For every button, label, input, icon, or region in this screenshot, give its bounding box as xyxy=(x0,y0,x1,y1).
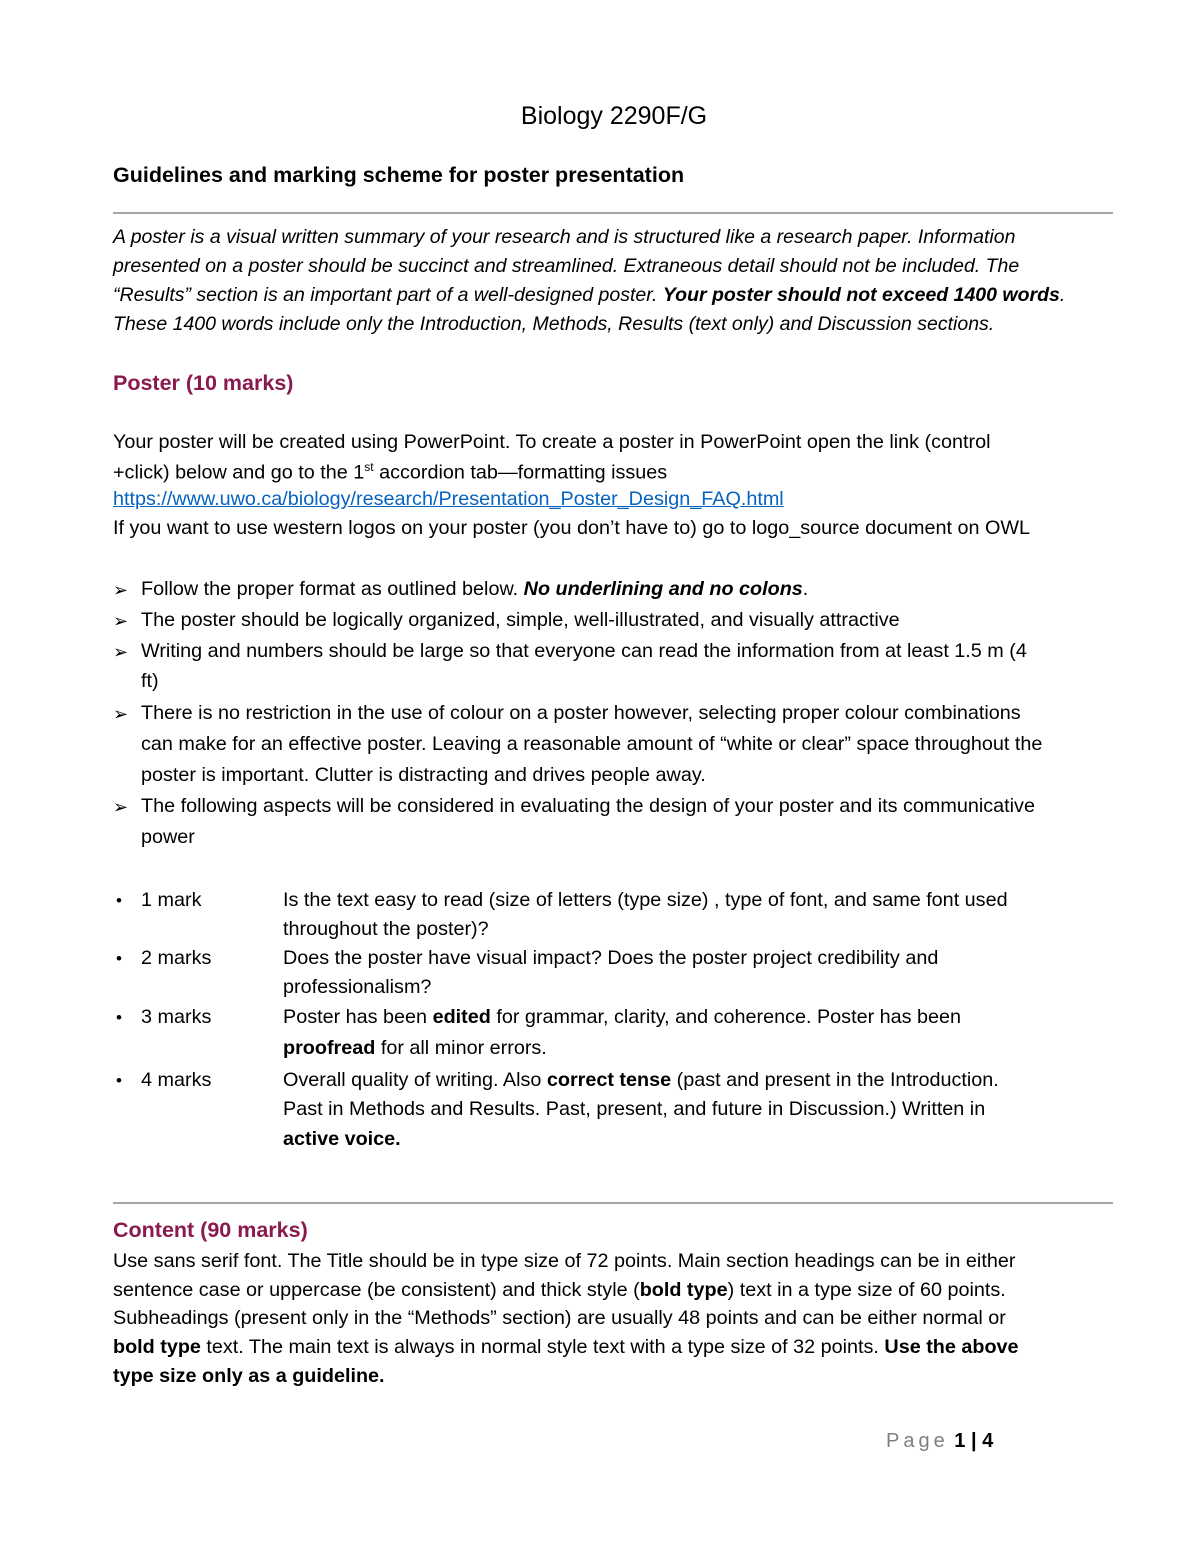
page-label: Page xyxy=(886,1430,949,1452)
mark-emphasis: edited xyxy=(432,1006,491,1028)
bullet-format xyxy=(141,578,808,601)
mark-text: for grammar, clarity, and coherence. Poster has been xyxy=(490,1006,962,1028)
mark-desc-1-line-1: Is the text easy to read (size of letters (type size) , type of font, and same font used xyxy=(283,889,1008,911)
arrow-bullet-icon: ➢ xyxy=(113,642,129,662)
poster-heading: Poster (10 marks) xyxy=(113,371,294,395)
arrow-bullet-icon: ➢ xyxy=(113,797,129,817)
bullet-dot-icon: • xyxy=(116,949,122,968)
ordinal-suffix: st xyxy=(364,460,374,474)
bullet-colour-line-2: can make for an effective poster. Leaving a reasonable amount of “white or clear” space throughout the xyxy=(141,733,1043,755)
page-number-footer xyxy=(886,1430,993,1453)
mark-text: Overall quality of writing. Also xyxy=(283,1069,547,1091)
content-emphasis: bold type xyxy=(113,1336,201,1358)
intro-line-1: A poster is a visual written summary of your research and is structured like a research paper. Information xyxy=(113,226,1016,248)
mark-desc-3-line-2 xyxy=(283,1037,547,1060)
bullet-dot-icon: • xyxy=(116,891,122,910)
page-separator: | xyxy=(965,1430,983,1452)
mark-desc-3-line-1 xyxy=(283,1006,961,1029)
mark-label-4: 4 marks xyxy=(141,1069,212,1091)
content-line-2 xyxy=(113,1279,1006,1302)
content-line-1: Use sans serif font. The Title should be in type size of 72 points. Main section headings can be in either xyxy=(113,1250,1016,1272)
bullet-evaluation-line-1: The following aspects will be considered in evaluating the design of your poster and its communicative xyxy=(141,795,1035,817)
bullet-evaluation-line-2: power xyxy=(141,826,195,848)
intro-text: . xyxy=(1059,284,1066,306)
mark-desc-1-line-2: throughout the poster)? xyxy=(283,918,489,940)
content-line-5: type size only as a guideline. xyxy=(113,1365,385,1387)
poster-para-line-1: Your poster will be created using PowerPoint. To create a poster in PowerPoint open the link (control xyxy=(113,431,991,453)
mark-text: for all minor errors. xyxy=(375,1037,547,1059)
content-emphasis: bold type xyxy=(639,1279,728,1301)
intro-line-4: These 1400 words include only the Introduction, Methods, Results (text only) and Discussion sections. xyxy=(113,313,995,335)
bullet-emphasis: No underlining and no colons xyxy=(523,578,803,600)
bullet-text: Follow the proper format as outlined below. xyxy=(141,578,524,600)
mark-label-2: 2 marks xyxy=(141,947,212,969)
divider-top xyxy=(113,212,1113,214)
bullet-colour-line-1: There is no restriction in the use of colour on a poster however, selecting proper colour combinations xyxy=(141,702,1021,724)
bullet-organization: The poster should be logically organized, simple, well-illustrated, and visually attractive xyxy=(141,609,900,631)
para-text: accordion tab—formatting issues xyxy=(373,461,668,484)
document-subtitle: Guidelines and marking scheme for poster presentation xyxy=(113,163,685,187)
mark-desc-4-line-2: Past in Methods and Results. Past, present, and future in Discussion.) Written in xyxy=(283,1098,986,1120)
word-limit-emphasis: Your poster should not exceed 1400 words xyxy=(662,284,1060,306)
mark-label-1: 1 mark xyxy=(141,889,202,911)
mark-emphasis: proofread xyxy=(283,1037,376,1059)
arrow-bullet-icon: ➢ xyxy=(113,704,129,724)
poster-para-line-2 xyxy=(113,460,667,485)
mark-label-3: 3 marks xyxy=(141,1006,212,1028)
mark-desc-4-line-3: active voice. xyxy=(283,1128,401,1150)
bullet-readability-line-2: ft) xyxy=(141,670,159,692)
intro-line-3 xyxy=(113,284,1065,307)
divider-content xyxy=(113,1202,1113,1204)
poster-design-faq-link[interactable]: https://www.uwo.ca/biology/research/Presentation_Poster_Design_FAQ.html xyxy=(113,488,784,510)
bullet-text: . xyxy=(802,578,809,600)
mark-text: (past and present in the Introduction. xyxy=(671,1069,999,1091)
para-text: +click) below and go to the 1 xyxy=(113,461,365,484)
arrow-bullet-icon: ➢ xyxy=(113,580,129,600)
intro-text: “Results” section is an important part of a well-designed poster. xyxy=(113,284,663,306)
mark-desc-2-line-1: Does the poster have visual impact? Does the poster project credibility and xyxy=(283,947,939,969)
mark-desc-2-line-2: professionalism? xyxy=(283,976,432,998)
content-text: sentence case or uppercase (be consistent) and thick style ( xyxy=(113,1279,640,1301)
mark-desc-4-line-1 xyxy=(283,1069,999,1092)
bullet-dot-icon: • xyxy=(116,1008,122,1027)
mark-emphasis: correct tense xyxy=(546,1069,672,1091)
page-title: Biology 2290F/G xyxy=(520,102,708,130)
logo-instructions: If you want to use western logos on your poster (you don’t have to) go to logo_source document on OWL xyxy=(113,517,1031,539)
mark-text: Poster has been xyxy=(283,1006,433,1028)
intro-line-2: presented on a poster should be succinct and streamlined. Extraneous detail should not be included. The xyxy=(113,255,1020,277)
content-heading: Content (90 marks) xyxy=(113,1218,308,1242)
content-text: text. The main text is always in normal style text with a type size of 32 points. xyxy=(200,1336,885,1358)
page-total: 4 xyxy=(982,1430,994,1452)
bullet-readability-line-1: Writing and numbers should be large so that everyone can read the information from at least 1.5 m (4 xyxy=(141,640,1027,662)
arrow-bullet-icon: ➢ xyxy=(113,611,129,631)
content-line-3: Subheadings (present only in the “Methods” section) are usually 48 points and can be either normal or xyxy=(113,1307,1006,1329)
bullet-colour-line-3: poster is important. Clutter is distracting and drives people away. xyxy=(141,764,706,786)
content-line-4 xyxy=(113,1336,1019,1359)
bullet-dot-icon: • xyxy=(116,1071,122,1090)
page-number: 1 xyxy=(954,1430,966,1452)
content-emphasis: Use the above xyxy=(884,1336,1019,1358)
content-text: ) text in a type size of 60 points. xyxy=(727,1279,1006,1301)
